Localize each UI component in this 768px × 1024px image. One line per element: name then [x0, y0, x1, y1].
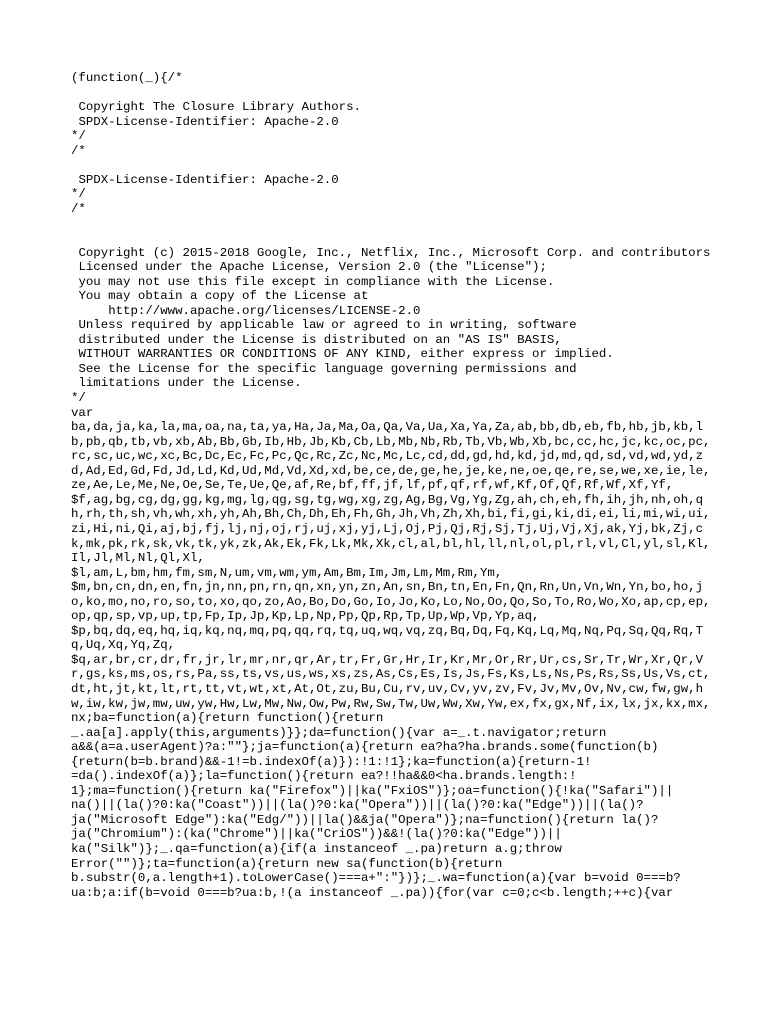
source-code-text: (function(_){/* Copyright The Closure Library Authors. SPDX-License-Identifier: Apache-2.0 */ /* SPDX-License-Identifier: Apache-2.0 */ /* Copyright (c) 2015-2018 Google, Inc., Netflix, Inc., Microsoft Corp. and contributors Licensed under the Apache License, Version 2.0 (the "License"); you may not use this file except in compliance with the License. You may obtain a copy of the License at http://www.apache.org/licenses/LICENSE-2.0 Unless required by applicable law or agreed to in writing, software distributed under the License is distributed on an "AS IS" BASIS, WITHOUT WARRANTIES OR CONDITIONS OF ANY KIND, either express or implied. See the License for the specific language governing permissions and limitations under the License. */ var ba,da,ja,ka,la,ma,oa,na,ta,ya,Ha,Ja,Ma,Oa,Qa,Va,Ua,Xa,Ya,Za,ab,bb,db,eb,fb,hb,jb,kb,lb,pb,qb,tb,vb,xb,Ab,Bb,Gb,Ib,Hb,Jb,Kb,Cb,Lb,Mb,Nb,Rb,Tb,Vb,Wb,Xb,bc,cc,hc,jc,kc,oc,pc,rc,sc,uc,wc,xc,Bc,Dc,Ec,Fc,Pc,Qc,Rc,Zc,Nc,Mc,Lc,cd,dd,gd,hd,kd,jd,md,qd,sd,vd,wd,yd,zd,Ad,Ed,Gd,Fd,Jd,Ld,Kd,Ud,Md,Vd,Xd,xd,be,ce,de,ge,he,je,ke,ne,oe,qe,re,se,we,xe,ie,le,ze,Ae,Le,Me,Ne,Oe,Se,Te,Ue,Qe,af,Re,bf,ff,jf,lf,pf,qf,rf,wf,Kf,Of,Qf,Rf,Wf,Xf,Yf, $f,ag,bg,cg,dg,gg,kg,mg,lg,qg,sg,tg,wg,xg,zg,Ag,Bg,Vg,Yg,Zg,ah,ch,eh,fh,ih,jh,nh,oh,qh,rh,th,sh,vh,wh,xh,yh,Ah,Bh,Ch,Dh,Eh,Fh,Gh,Jh,Vh,Zh,Xh,bi,fi,gi,ki,di,ei,li,mi,wi,ui,zi,Hi,ni,Qi,aj,bj,fj,lj,nj,oj,rj,uj,xj,yj,Lj,Oj,Pj,Qj,Rj,Sj,Tj,Uj,Vj,Xj,ak,Yj,bk,Zj,ck,mk,pk,rk,sk,vk,tk,yk,zk,Ak,Ek,Fk,Lk,Mk,Xk,cl,al,bl,hl,ll,nl,ol,pl,rl,vl,Cl,yl,sl,Kl,Il,Jl,Ml,Nl,Ql,Xl, $l,am,L,bm,hm,fm,sm,N,um,vm,wm,ym,Am,Bm,Im,Jm,Lm,Mm,Rm,Ym, $m,bn,cn,dn,en,fn,jn,nn,pn,rn,qn,xn,yn,zn,An,sn,Bn,tn,En,Fn,Qn,Rn,Un,Vn,Wn,Yn,bo,ho,jo,ko,mo,no,ro,so,to,xo,qo,zo,Ao,Bo,Do,Go,Io,Jo,Ko,Lo,No,Oo,Qo,So,To,Ro,Wo,Xo,ap,cp,ep,op,qp,sp,vp,up,tp,Fp,Ip,Jp,Kp,Lp,Np,Pp,Qp,Rp,Tp,Up,Wp,Vp,Yp,aq, $p,bq,dq,eq,hq,iq,kq,nq,mq,pq,qq,rq,tq,uq,wq,vq,zq,Bq,Dq,Fq,Kq,Lq,Mq,Nq,Pq,Sq,Qq,Rq,Tq,Uq,Xq,Yq,Zq, $q,ar,br,cr,dr,fr,jr,lr,mr,nr,qr,Ar,tr,Fr,Gr,Hr,Ir,Kr,Mr,Or,Rr,Ur,cs,Sr,Tr,Wr,Xr,Qr,Vr,gs,ks,ms,os,rs,Pa,ss,ts,vs,us,ws,xs,zs,As,Cs,Es,Is,Js,Fs,Ks,Ls,Ns,Ps,Rs,Ss,Us,Vs,ct,dt,ht,jt,kt,lt,rt,tt,vt,wt,xt,At,Ot,zu,Bu,Cu,rv,uv,Cv,yv,zv,Fv,Jv,Mv,Ov,Nv,cw,fw,gw,hw,iw,kw,jw,mw,uw,yw,Hw,Lw,Mw,Nw,Ow,Pw,Rw,Sw,Tw,Uw,Ww,Xw,Yw,ex,fx,gx,Nf,ix,lx,jx,kx,mx,nx;ba=function(a){return function(){return _.aa[a].apply(this,arguments)}};da=function(){var a=_.t.navigator;return a&&(a=a.userAgent)?a:""};ja=function(a){return ea?ha?ha.brands.some(function(b) {return(b=b.brand)&&-1!=b.indexOf(a)}):!1:!1};ka=function(a){return-1! =da().indexOf(a)};la=function(){return ea?!!ha&&0<ha.brands.length:! 1};ma=function(){return ka("Firefox")||ka("FxiOS")};oa=function(){!ka("Safari")|| na()||(la()?0:ka("Coast"))||(la()?0:ka("Opera"))||(la()?0:ka("Edge"))||(la()? ja("Microsoft Edge"):ka("Edg/"))||la()&&ja("Opera")};na=function(){return la()? ja("Chromium"):(ka("Chrome")||ka("CriOS"))&&!(la()?0:ka("Edge"))|| ka("Silk")};_.qa=function(a){if(a instanceof _.pa)return a.g;throw Error("")};ta=function(a){return new sa(function(b){return b.substr(0,a.length+1).toLowerCase()===a+":"})};_.wa=function(a){var b=void 0===b? ua:b;a:if(b=void 0===b?ua:b,!(a instanceof _.pa)){for(var c=0;c<b.length;++c){var — [71, 71, 711, 900]
